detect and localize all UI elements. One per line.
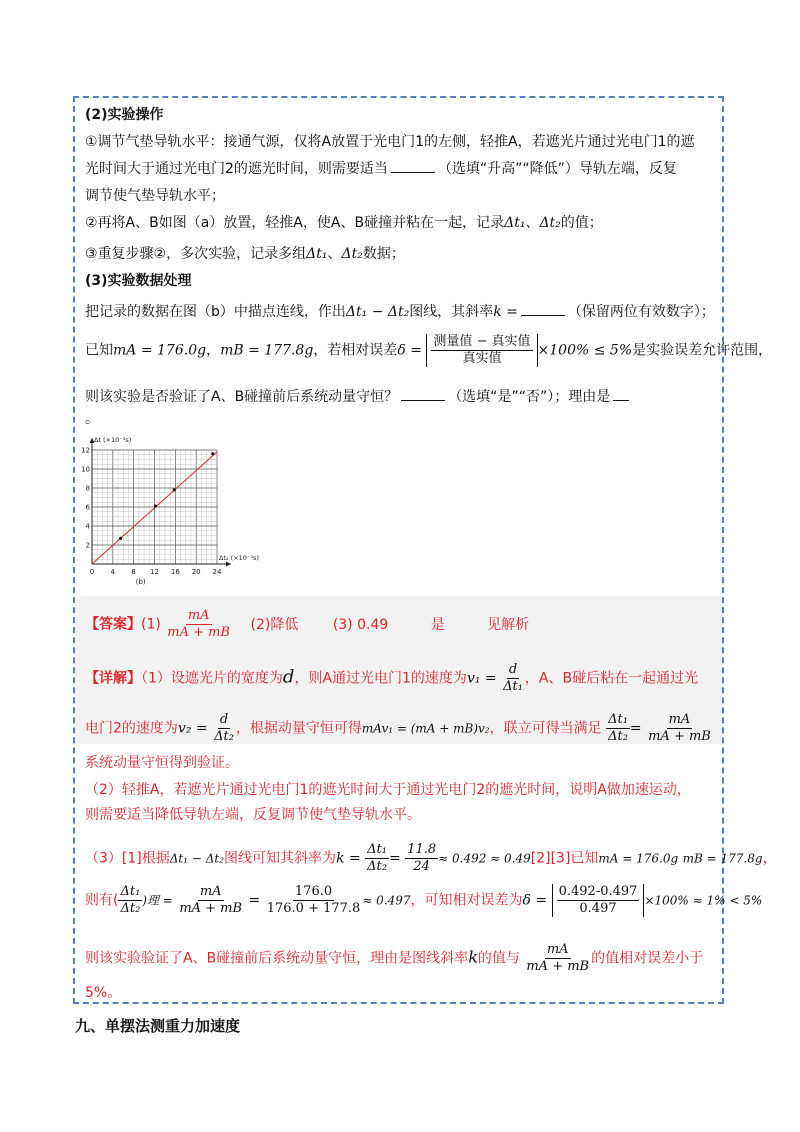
detail-2-line-1: （2）轻推A，若遮光片通过光电门1的遮光时间大于通过光电门2的遮光时间，说明A做加速运动， [85,782,691,798]
figure-caption: (b) [135,578,146,586]
answer-blank [401,386,445,401]
answer-line: 【答案】(1) $\frac{mA}{mA + mB}$ (2)降低 (3) 0.49 是 见解析 [85,608,530,640]
detail-3-line-4: 5%。 [85,985,122,1001]
detail-3-line-3: 则该实验验证了A、B碰撞前后系统动量守恒，理由是图线斜率k的值与 $\frac{mA}{mA + mB}$ 的值相对误差小于 [85,942,704,974]
y-tick-label: 6 [85,503,90,512]
y-axis-label: Δt (×10⁻³s) [94,436,132,444]
x-tick-label: 20 [191,568,201,576]
dt-graph [81,430,274,590]
step1-line-a: ①调节气垫导轨水平：接通气源，仅将A放置于光电门1的左侧，轻推A，若遮光片通过光电门1的遮 [85,134,695,150]
x-tick-label: 16 [170,568,180,576]
y-tick-label: 4 [85,522,90,531]
relative-error-formula: $\frac{\text{测量值 − 真实值}}{\text{真实值}}$ [426,334,537,367]
detail-line-1: 【详解】（1）设遮光片的宽度为d，则A通过光电门1的速度为v₁ = $\frac{d}{\text{Δt₁}}$ ，A、B碰后粘在一起通过光 [85,662,699,694]
x-axis-arrow [226,562,231,567]
data-point [173,488,176,491]
data-point [119,537,122,540]
data-point [154,504,157,507]
step1-line-c: 调节使气垫导轨水平； [85,188,225,204]
answer-blank [391,158,435,173]
processing-heading: (3)实验数据处理 [85,273,192,289]
data-point [211,452,214,455]
processing-line-3: 则该实验是否验证了A、B碰撞前后系统动量守恒？ （选填“是”“否”）；理由是 [85,386,632,406]
answer-blank [613,386,629,401]
detail-3-line-1: （3）[1]根据Δt₁ − Δt₂图线可知其斜率为k = $\frac{\text{Δt₁}}{\text{Δt₂}}$ = $\frac{11.8}{24}$ ≈ 0.492 ≈ 0.49[2][3]已知mA = 176.0g mB = 177.8g， [85,842,777,874]
x-tick-label: 8 [131,568,136,576]
detail-line-2: 电门2的速度为v₂ = $\frac{d}{\text{Δt₂}}$ ，根据动量守恒可得mAv₁ = (mA + mB)v₂，联立可得当满足 $\frac{\text{Δt₁}}{\text{Δt₂}}$ = $\frac{mA}{mA + mB}$ [85,712,711,744]
x-tick-label: 24 [212,568,222,576]
detail-3-line-2: 则有( $\frac{\text{Δt₁}}{\text{Δt₂}}$ )理 = $\frac{mA}{mA + mB}$ = $\frac{176.0}{176.0 + 177.8}$ ≈ 0.497，可知相对误差为δ = $\frac{0.492-0.497}{0.497}$ ×100% ≈ 1% < 5% [85,884,763,916]
y-tick-label: 10 [81,465,90,474]
x-tick-label: 12 [150,568,159,576]
x-tick-label: 4 [110,568,116,576]
processing-line-1: 把记录的数据在图（b）中描点连线，作出Δt₁ − Δt₂图线，其斜率k = （保留两位有效数字）； [85,301,715,321]
answer-blank [521,301,565,316]
y-tick-label: 12 [81,446,90,455]
next-section-title: 九、单摆法测重力加速度 [75,1017,241,1035]
detail-2-line-2: 则需要适当降低导轨左端，反复调节使气垫导轨水平。 [85,807,421,823]
detail-line-3: 系统动量守恒得到验证。 [85,755,239,771]
step1-line-b: 光时间大于通过光电门2的遮光时间，则需要适当 （选填“升高”“降低”）导轨左端，反复 [85,158,677,178]
y-tick-label: 8 [85,484,90,493]
step3-line: ③重复步骤②，多次实验，记录多组Δt₁、Δt₂数据； [85,246,405,262]
x-axis-label: Δt₂ (×10⁻³s) [219,554,259,562]
y-tick-label: 2 [85,541,90,550]
operation-heading: (2)实验操作 [85,107,164,123]
step2-line: ②再将A、B如图（a）放置，轻推A，使A、B碰撞并粘在一起，记录Δt₁、Δt₂的值； [85,215,603,231]
x-tick-label: 0 [89,568,95,576]
processing-line-2: 已知mA = 176.0g，mB = 177.8g，若相对误差δ = $\frac{\text{测量值 − 真实值}}{\text{真实值}}$ ×100% ≤ 5%是实验误差允许范围， [85,334,773,366]
processing-line-4: 。 [85,411,99,427]
